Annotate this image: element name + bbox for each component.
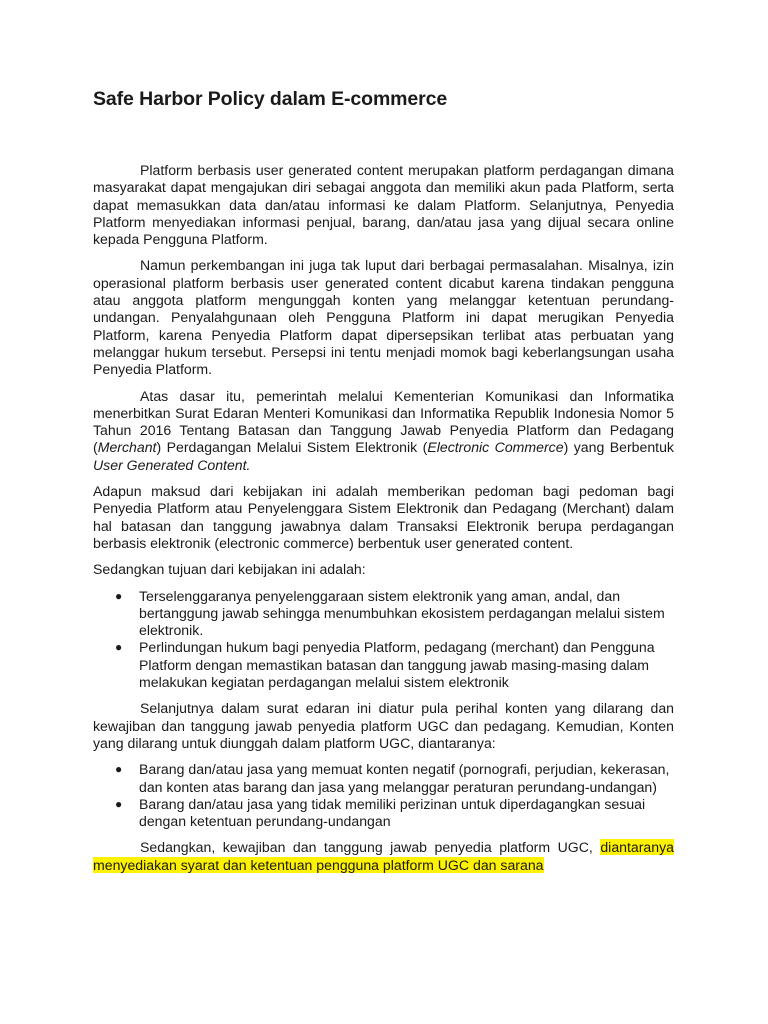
paragraph-platform-definition: Platform berbasis user generated content merupakan platform perdagangan dimana masyarakat dapat mengajukan diri sebagai anggota dan memiliki akun pada Platform, serta dapat memasukkan data dan/atau informasi ke dalam Platform. Selanjutnya, Penyedia Platform menyediakan informasi penjual, barang, dan/atau jasa yang dijual secara online kepada Pengguna Platform. xyxy=(93,162,674,248)
document-title: Safe Harbor Policy dalam E-commerce xyxy=(93,88,448,110)
list-item: ● Barang dan/atau jasa yang memuat konten negatif (pornografi, perjudian, kekerasan, dan konten atas barang dan jasa yang melanggar peraturan perundang-undangan) xyxy=(115,761,670,795)
paragraph-obligations: Sedangkan, kewajiban dan tanggung jawab penyedia platform UGC, diantaranya menyediakan syarat dan ketentuan pengguna platform UGC dan sarana xyxy=(93,839,674,873)
bullet-icon: ● xyxy=(115,796,123,811)
prohibited-content-list xyxy=(93,761,674,830)
bullet-icon: ● xyxy=(115,588,123,603)
list-item: ● Barang dan/atau jasa yang tidak memiliki perizinan untuk diperdagangkan sesuai dengan ketentuan perundang-undangan xyxy=(115,795,646,830)
paragraph-regulation: Atas dasar itu, pemerintah melalui Kementerian Komunikasi dan Informatika menerbitkan Surat Edaran Menteri Komunikasi dan Informatika Republik Indonesia Nomor 5 Tahun 2016 Tentang Batasan dan Tanggung Jawab Penyedia Platform dan Pedagang (Merchant) Perdagangan Melalui Sistem Elektronik (Electronic Commerce) yang Berbentuk User Generated Content. xyxy=(93,387,674,473)
list-item: ● Perlindungan hukum bagi penyedia Platform, pedagang (merchant) dan Pengguna Platform dengan memastikan batasan dan tanggung jawab masing-masing dalam melakukan kegiatan perdagangan melalui sistem elektronik xyxy=(115,639,655,691)
objectives-list xyxy=(93,588,674,692)
bullet-icon: ● xyxy=(115,762,123,777)
document-body xyxy=(93,162,674,874)
document-page xyxy=(93,86,674,874)
paragraph-purpose: Adapun maksud dari kebijakan ini adalah memberikan pedoman bagi pedoman bagi Penyedia Platform atau Penyelenggara Sistem Elektronik dan Pedagang (Merchant) dalam hal batasan dan tanggung jawabnya dalam Transaksi Elektronik berupa perdagangan berbasis elektronik (electronic commerce) berbentuk user generated content. xyxy=(93,483,674,551)
paragraph-prohibited-intro: Selanjutnya dalam surat edaran ini diatur pula perihal konten yang dilarang dan kewajiban dan tanggung jawab penyedia platform UGC dan pedagang. Kemudian, Konten yang dilarang untuk diunggah dalam platform UGC, diantaranya: xyxy=(93,700,674,751)
paragraph-objectives-intro: Sedangkan tujuan dari kebijakan ini adalah: xyxy=(93,561,366,578)
paragraph-problems: Namun perkembangan ini juga tak luput dari berbagai permasalahan. Misalnya, izin operasional platform berbasis user generated content dicabut karena tindakan pengguna atau anggota platform mengunggah konten yang melanggar ketentuan perundang-undangan. Penyalahgunaan oleh Pengguna Platform ini dapat merugikan Penyedia Platform, karena Penyedia Platform dapat dipersepsikan terlibat atas perbuatan yang melanggar hukum tersebut. Persepsi ini tentu menjadi momok bagi keberlangsungan usaha Penyedia Platform. xyxy=(93,257,674,378)
highlighted-text: diantaranya menyediakan syarat dan ketentuan pengguna platform UGC dan sarana xyxy=(93,839,674,873)
bullet-icon: ● xyxy=(115,640,123,655)
list-item: ● Terselenggaranya penyelenggaraan sistem elektronik yang aman, andal, dan bertanggung jawab sehingga menumbuhkan ekosistem perdagangan melalui sistem elektronik. xyxy=(115,587,665,639)
